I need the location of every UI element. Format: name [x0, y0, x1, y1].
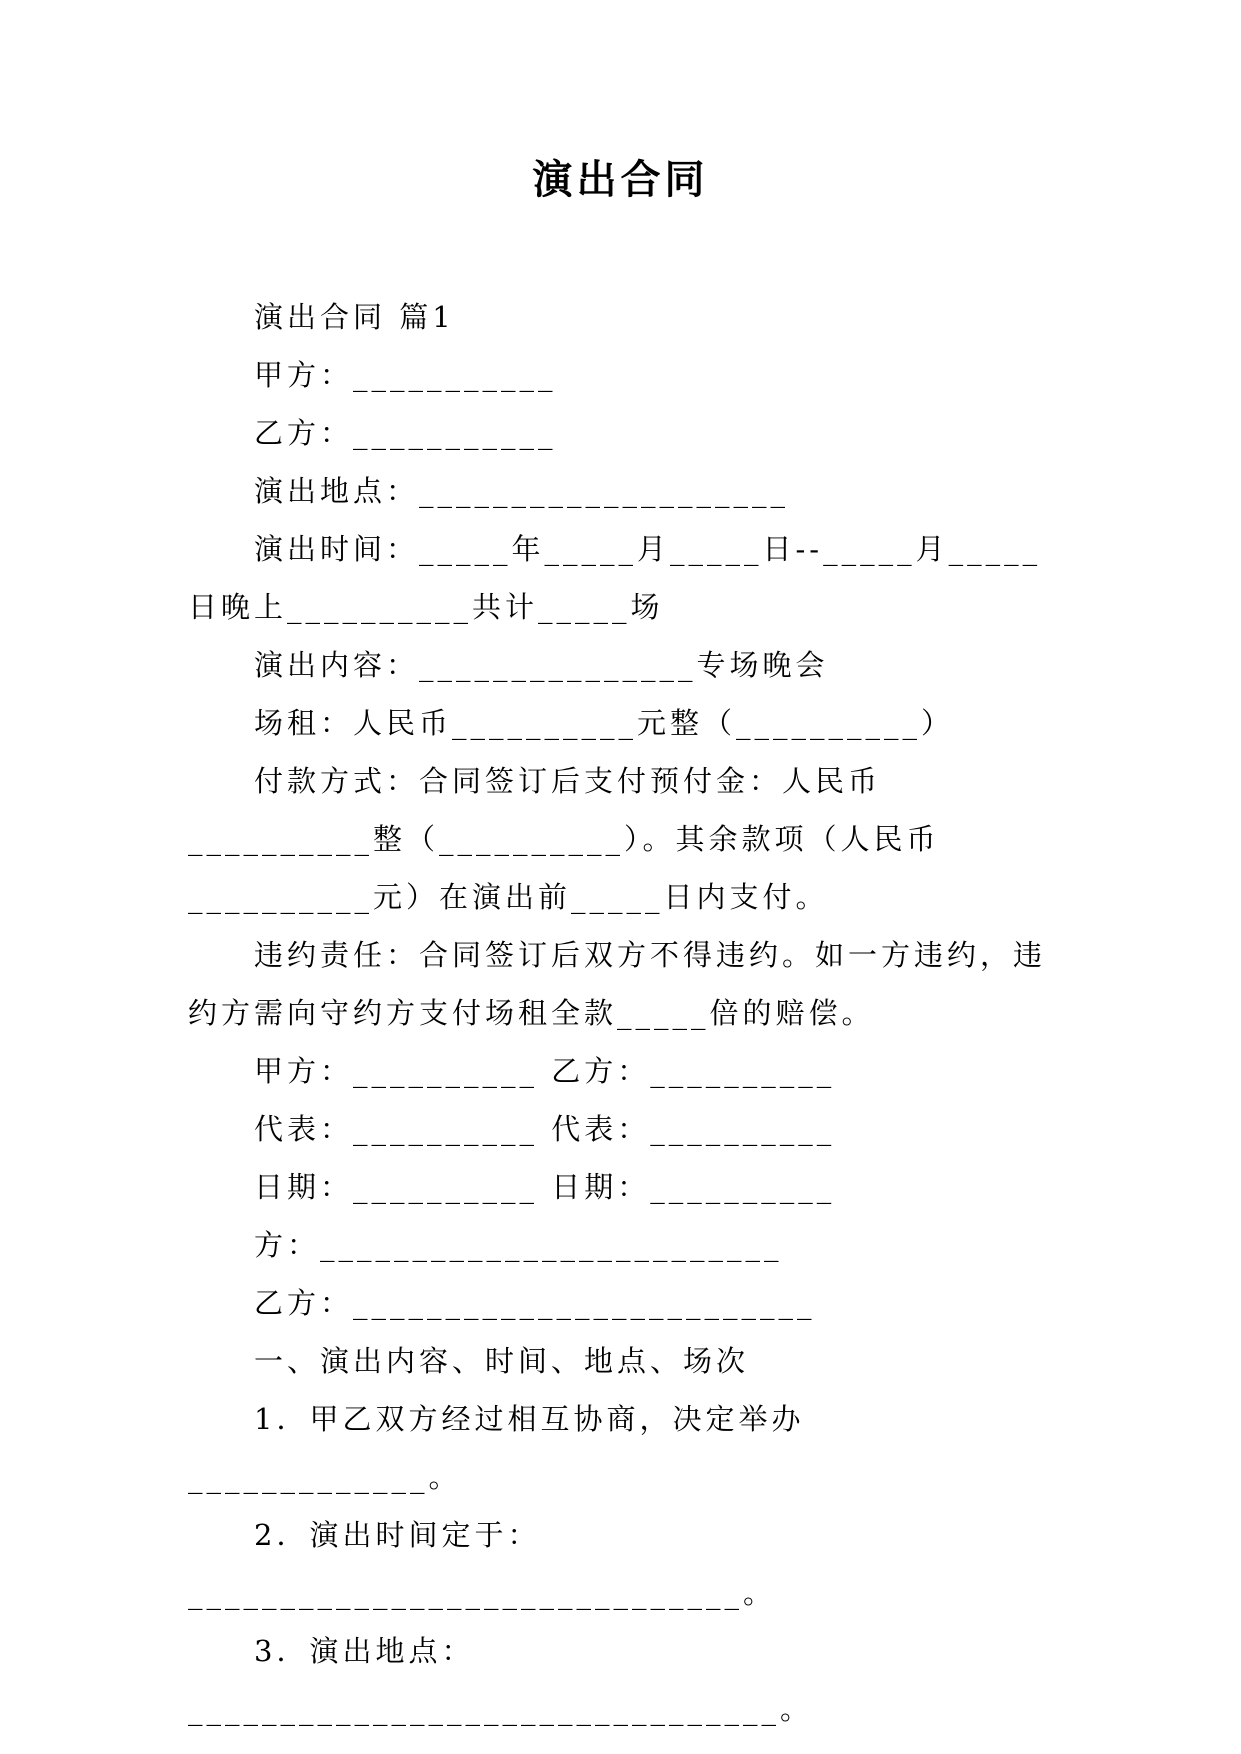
document-body: [188, 288, 1048, 1738]
party-line: 方：_________________________: [254, 1228, 783, 1262]
clause-item-1: 1．甲乙双方经过相互协商，决定举办_____________。: [188, 1402, 805, 1494]
payment-paragraph: 付款方式：合同签订后支付预付金：人民币__________整（__________）。其余款项（人民币__________元）在演出前_____日内支付。: [188, 764, 940, 914]
clause-item-2: 2．演出时间定于：______________________________。: [188, 1518, 777, 1610]
party-a-line: 甲方：___________: [254, 358, 557, 392]
venue-line: 演出地点：____________________: [254, 474, 790, 508]
party-b-line-2: 乙方：_________________________: [254, 1286, 816, 1320]
content-line: 演出内容：_______________专场晚会: [254, 648, 829, 682]
signature-dates-line: 日期：__________ 日期：__________: [254, 1170, 836, 1204]
rent-line: 场租：人民币__________元整（__________）: [254, 706, 955, 740]
clause-item-3: 3．演出地点：________________________________。: [188, 1634, 814, 1726]
liability-paragraph: 违约责任：合同签订后双方不得违约。如一方违约，违约方需向守约方支付场租全款_____倍的赔偿。: [188, 938, 1047, 1030]
time-paragraph: 演出时间：_____年_____月_____日--_____月_____日晚上__________共计_____场: [188, 532, 1042, 624]
signature-parties-line: 甲方：__________ 乙方：__________: [254, 1054, 836, 1088]
party-b-line: 乙方：___________: [254, 416, 557, 450]
clause-heading: 一、演出内容、时间、地点、场次: [254, 1344, 750, 1378]
section-heading: 演出合同 篇1: [254, 300, 455, 334]
document-title: 演出合同: [532, 157, 709, 203]
signature-representatives-line: 代表：__________ 代表：__________: [254, 1112, 836, 1146]
